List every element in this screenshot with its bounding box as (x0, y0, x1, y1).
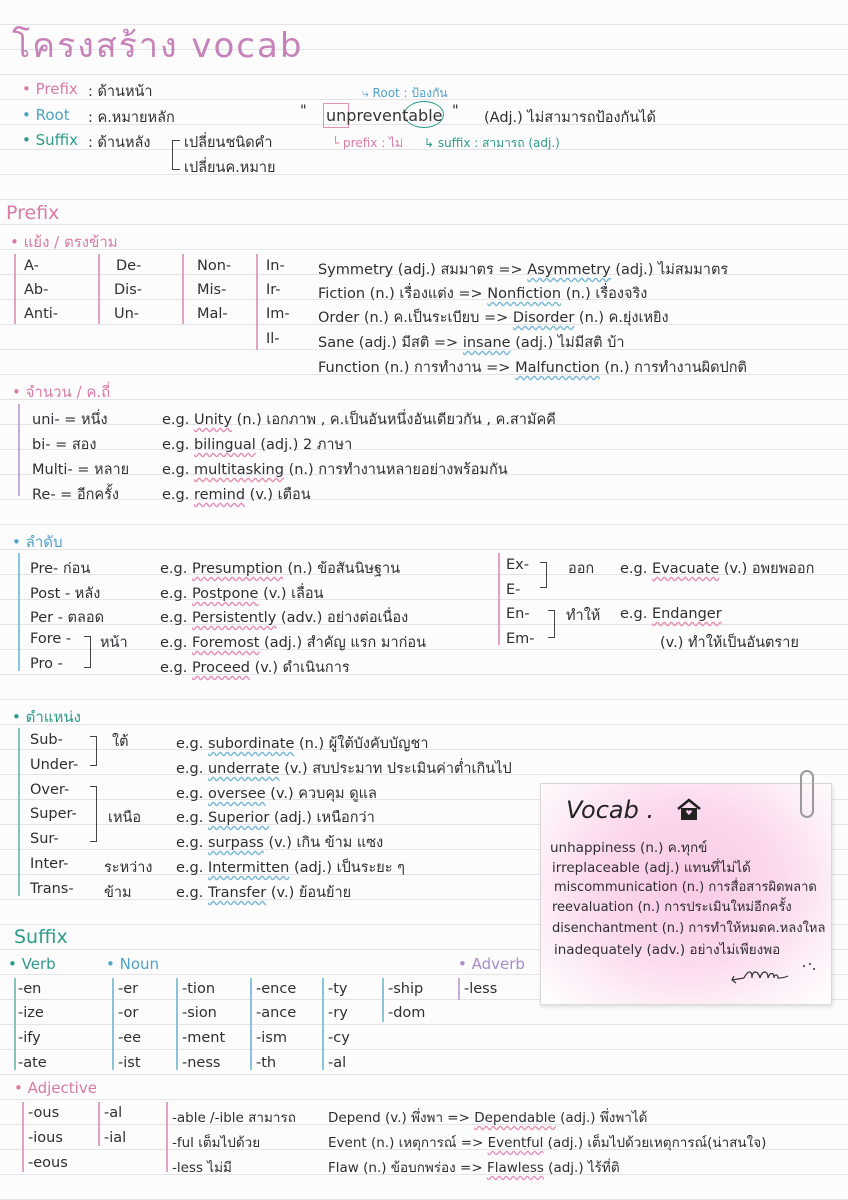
en-example: e.g. Endanger (620, 606, 722, 622)
noun-suffix: -ty (328, 981, 348, 997)
noun-suffix: -ence (256, 981, 297, 997)
intro-suffix-label: • Suffix (22, 131, 79, 149)
adjective-label: • Adjective (14, 1079, 97, 1097)
position-example: e.g. underrate (v.) สบประมาท ประเมินค่าต่ำเกินไป (176, 761, 512, 777)
noun-label: • Noun (106, 955, 160, 973)
order-example: e.g. Proceed (v.) ดำเนินการ (160, 660, 350, 676)
over-brace (90, 786, 97, 842)
position-bar (18, 728, 20, 896)
intro-suffix-sub2: เปลี่ยนค.หมาย (184, 160, 276, 176)
position-example: e.g. oversee (v.) ควบคุม ดูแล (176, 786, 377, 802)
noun-suffix: -ance (256, 1005, 297, 1021)
number-bar (18, 404, 20, 496)
adj-suffix: -ous (28, 1105, 60, 1121)
suffix-note: ↳ suffix : สามารถ (adj.) (424, 136, 560, 150)
verb-suffix: -ify (18, 1030, 41, 1046)
negation-divider-3 (256, 254, 258, 350)
position-example: e.g. Superior (adj.) เหนือกว่า (176, 810, 375, 826)
ex-example: e.g. Evacuate (v.) อพยพออก (620, 561, 815, 577)
order-example: e.g. Presumption (n.) ข้อสันนิษฐาน (160, 561, 401, 577)
root-note: ⤷ Root : ป้องกัน (362, 86, 448, 100)
neg-prefix: Mis- (197, 282, 227, 298)
neg-prefix: Dis- (114, 282, 142, 298)
adj-example: Depend (v.) พึ่งพา => Dependable (adj.) พึ่งพาได้ (328, 1110, 648, 1126)
number-example: e.g. bilingual (adj.) 2 ภาษา (162, 437, 353, 453)
neg-prefix: Mal- (197, 306, 228, 322)
order-prefix: Per - ตลอด (30, 610, 104, 626)
en-prefix: En- (506, 606, 530, 622)
neg-prefix: Im- (266, 306, 290, 322)
noun-bar-2 (176, 978, 178, 1070)
noun-suffix: -ry (328, 1005, 348, 1021)
number-prefix: Multi- = หลาย (32, 462, 130, 478)
number-example: e.g. multitasking (n.) การทำงานหลายอย่างพร้อมกัน (162, 462, 508, 478)
example-open-quote: " (300, 103, 307, 119)
order-prefix: Post - หลัง (30, 586, 101, 602)
adj-suffix: -ial (104, 1130, 127, 1146)
verb-bar (14, 978, 16, 1070)
en-meaning: ทำให้ (566, 608, 601, 624)
intro-root-label: • Root (22, 106, 70, 124)
ex-prefix: Ex- (506, 557, 529, 573)
verb-suffix: -ate (18, 1055, 47, 1071)
position-example: e.g. Intermitten (adj.) เป็นระยะ ๆ (176, 860, 405, 876)
order-bar (18, 553, 20, 671)
noun-suffix: -th (256, 1055, 277, 1071)
adj-example: Event (n.) เหตุการณ์ => Eventful (adj.) เต็มไปด้วยเหตุการณ์(น่าสนใจ) (328, 1135, 767, 1151)
noun-bar-4 (322, 978, 324, 1070)
noun-suffix: -or (118, 1005, 139, 1021)
intro-prefix-desc: : ด้านหน้า (88, 84, 153, 100)
adj-suffix: -ious (28, 1130, 63, 1146)
noun-suffix: -ship (388, 981, 424, 997)
position-label: • ตำแหน่ง (12, 708, 81, 726)
trans-meaning: ข้าม (104, 885, 132, 901)
adj-bar-3 (166, 1102, 168, 1172)
noun-bar-3 (250, 978, 252, 1070)
order-prefix: Pre- ก่อน (30, 561, 91, 577)
order-example: e.g. Postpone (v.) เลื่อน (160, 586, 324, 602)
neg-prefix: A- (24, 258, 39, 274)
adverb-suffix: -less (464, 981, 498, 997)
noun-suffix: -ist (118, 1055, 141, 1071)
adj-bar-2 (98, 1102, 100, 1146)
adj-bar-1 (22, 1102, 24, 1172)
adverb-label: • Adverb (458, 955, 525, 973)
number-example: e.g. Unity (n.) เอกภาพ , ค.เป็นอันหนึ่งอันเดียวกัน , ค.สามัคคี (162, 412, 556, 428)
noun-bar-1 (112, 978, 114, 1070)
adj-suffix: -ful เต็มไปด้วย (172, 1135, 261, 1151)
verb-suffix: -ize (18, 1005, 44, 1021)
intro-root-desc: : ค.หมายหลัก (88, 110, 175, 126)
noun-suffix: -ism (256, 1030, 287, 1046)
negation-divider-2 (182, 254, 184, 324)
neg-example: Sane (adj.) มีสติ => insane (adj.) ไม่มีสติ บ้า (318, 335, 625, 351)
note-item: unhappiness (n.) ค.ทุกข์ (550, 840, 708, 856)
noun-bar-5 (382, 978, 384, 1022)
intro-suffix-desc: : ด้านหลัง (88, 135, 151, 151)
page-title: โครงสร้าง vocab (12, 26, 304, 66)
noun-suffix: -ee (118, 1030, 142, 1046)
ex-brace (540, 562, 547, 588)
noun-suffix: -ness (182, 1055, 221, 1071)
negation-label: • แย้ง / ตรงข้าม (10, 233, 118, 251)
ex-meaning: ออก (568, 561, 595, 577)
number-label: • จำนวน / ค.ถี่ (12, 383, 111, 401)
neg-example: Function (n.) การทำงาน => Malfunction (n.) การทำงานผิดปกติ (318, 360, 747, 376)
neg-example: Order (n.) ค.เป็นระเบียบ => Disorder (n.) ค.ยุ่งเหยิง (318, 310, 669, 326)
over-meaning: เหนือ (108, 810, 142, 826)
number-prefix: Re- = อีกครั้ง (32, 487, 119, 503)
position-example: e.g. surpass (v.) เกิน ข้าม แซง (176, 835, 384, 851)
adj-suffix: -less ไม่มี (172, 1160, 232, 1176)
verb-suffix: -en (18, 981, 42, 997)
note-item: miscommunication (n.) การสื่อสารผิดพลาด (554, 880, 817, 895)
neg-prefix: In- (266, 258, 285, 274)
suffix-brace (172, 140, 180, 170)
noun-suffix: -er (118, 981, 139, 997)
adj-suffix: -able /-ible สามารถ (172, 1110, 296, 1126)
decorative-squiggle-icon (730, 960, 822, 988)
prefix-note: └ prefix : ไม่ (332, 136, 403, 150)
prefix-heading: Prefix (6, 202, 60, 224)
noun-suffix: -sion (182, 1005, 217, 1021)
order-label: • ลำดับ (12, 533, 63, 551)
position-example: e.g. subordinate (n.) ผู้ใต้บังคับบัญชา (176, 736, 429, 752)
number-prefix: uni- = หนึ่ง (32, 412, 108, 428)
under-brace (90, 736, 97, 766)
note-item: reevaluation (n.) การประเมินใหม่อีกครั้ง (552, 900, 792, 915)
negation-bar (14, 254, 16, 324)
adj-suffix: -eous (28, 1155, 68, 1171)
intro-prefix-label: • Prefix (22, 80, 78, 98)
inter-meaning: ระหว่าง (104, 860, 153, 876)
en-desc: (v.) ทำให้เป็นอันตราย (660, 635, 799, 651)
paperclip-icon (800, 770, 814, 818)
en-prefix: Em- (506, 631, 535, 647)
noun-suffix: -cy (328, 1030, 350, 1046)
order-prefix: Fore - (30, 631, 72, 647)
fore-pro-brace (84, 636, 91, 668)
adj-suffix: -al (104, 1105, 123, 1121)
neg-prefix: Non- (197, 258, 232, 274)
note-item: irreplaceable (adj.) แทนที่ไม่ได้ (552, 860, 751, 876)
example-close-quote: " (452, 103, 459, 119)
noun-suffix: -tion (182, 981, 216, 997)
verb-label: • Verb (8, 955, 56, 973)
position-prefix: Sub- (30, 732, 63, 748)
en-brace (548, 610, 555, 638)
noun-suffix: -dom (388, 1005, 426, 1021)
example-meaning: (Adj.) ไม่สามารถป้องกันได้ (484, 110, 656, 126)
negation-divider-1 (98, 254, 100, 324)
under-meaning: ใต้ (112, 734, 129, 750)
neg-example: Symmetry (adj.) สมมาตร => Asymmetry (adj.) ไม่สมมาตร (318, 262, 729, 278)
position-prefix: Inter- (30, 856, 69, 872)
example-word: unpreventable (326, 106, 443, 125)
noun-suffix: -al (328, 1055, 347, 1071)
intro-suffix-sub1: เปลี่ยนชนิดคำ (184, 135, 273, 151)
neg-prefix: Ir- (266, 282, 281, 298)
neg-prefix: Un- (114, 306, 140, 322)
number-prefix: bi- = สอง (32, 437, 97, 453)
neg-prefix: Anti- (24, 306, 59, 322)
order-example: e.g. Persistently (adv.) อย่างต่อเนื่อง (160, 610, 409, 626)
neg-prefix: Il- (266, 331, 280, 347)
position-prefix: Sur- (30, 831, 59, 847)
neg-example: Fiction (n.) เรื่องแต่ง => Nonfiction (n.) เรื่องจริง (318, 286, 648, 302)
neg-prefix: Ab- (24, 282, 49, 298)
note-title: Vocab . (566, 796, 655, 824)
suffix-heading: Suffix (14, 926, 68, 948)
position-prefix: Trans- (30, 881, 74, 897)
adverb-bar (458, 978, 460, 1000)
ex-prefix: E- (506, 582, 521, 598)
note-item: inadequately (adv.) อย่างไม่เพียงพอ (554, 942, 781, 958)
neg-prefix: De- (116, 258, 142, 274)
order-prefix: Pro - (30, 656, 63, 672)
noun-suffix: -ment (182, 1030, 226, 1046)
order-example: e.g. Foremost (adj.) สำคัญ แรก มาก่อน (160, 635, 426, 651)
position-prefix: Super- (30, 806, 77, 822)
adj-example: Flaw (n.) ข้อบกพร่อง => Flawless (adj.) ไร้ที่ติ (328, 1160, 620, 1176)
position-example: e.g. Transfer (v.) ย้อนย้าย (176, 885, 352, 901)
note-item: disenchantment (n.) การทำให้หมดค.หลงใหล (552, 921, 826, 936)
position-prefix: Over- (30, 782, 70, 798)
house-icon (676, 798, 702, 822)
position-prefix: Under- (30, 757, 79, 773)
fore-pro-meaning: หน้า (100, 635, 128, 651)
number-example: e.g. remind (v.) เตือน (162, 487, 311, 503)
ex-en-bar (498, 553, 500, 645)
